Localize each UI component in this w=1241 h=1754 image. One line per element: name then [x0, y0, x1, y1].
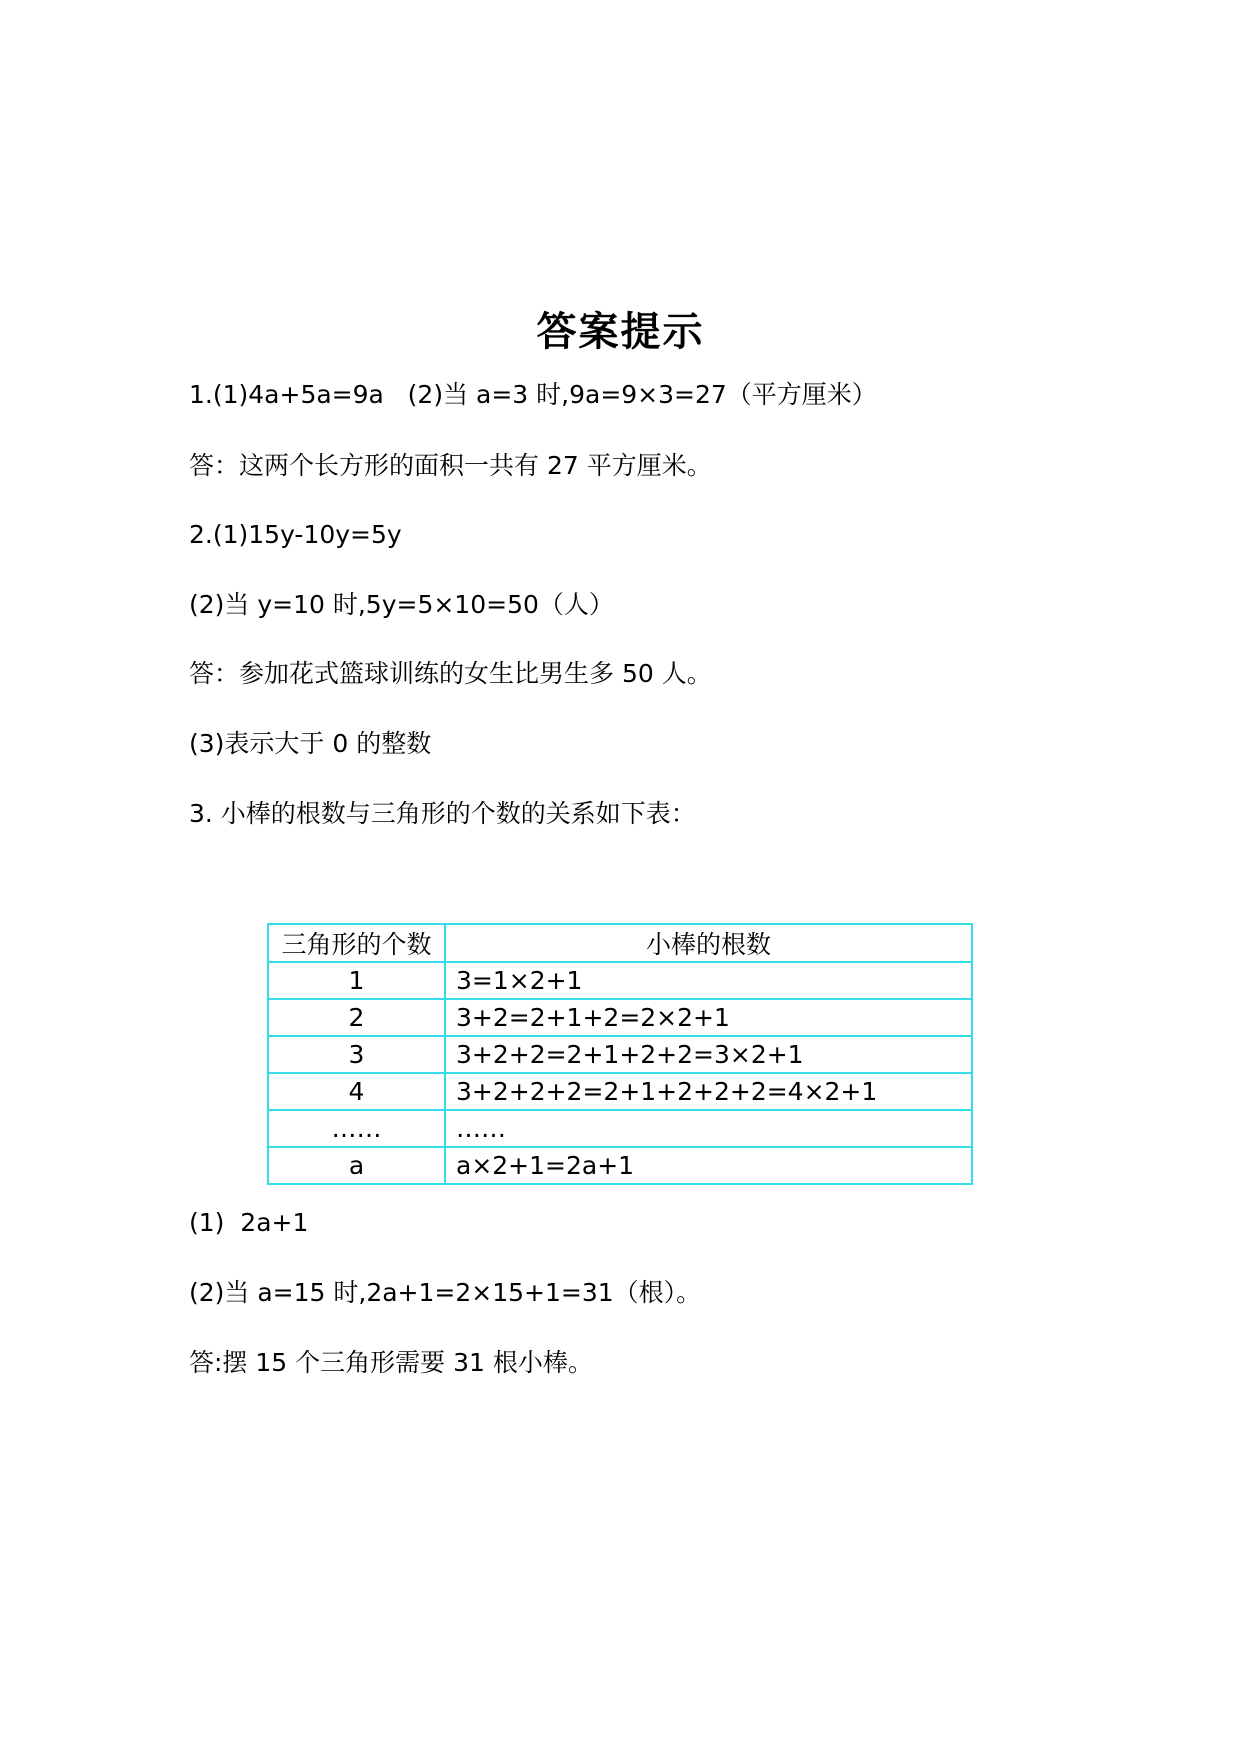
answer-2-conclusion: 答：参加花式篮球训练的女生比男生多 50 人。 — [189, 659, 712, 688]
table-row — [268, 1110, 972, 1147]
answer-2-1-line: 2.(1)15y-10y=5y — [189, 520, 402, 549]
table-header-sticks: 小棒的根数 — [445, 924, 972, 962]
table-cell-count: 4 — [268, 1073, 445, 1110]
answer-3-2-line: (2)当 a=15 时,2a+1=2×15+1=31（根）。 — [189, 1278, 702, 1307]
table-cell-formula: 3+2+2+2=2+1+2+2+2=4×2+1 — [445, 1073, 972, 1110]
table-cell-formula: a×2+1=2a+1 — [445, 1147, 972, 1184]
table-cell-count: 2 — [268, 999, 445, 1036]
table-row — [268, 999, 972, 1036]
answer-1-line: 1.(1)4a+5a=9a (2)当 a=3 时,9a=9×3=27（平方厘米） — [189, 380, 877, 409]
table-cell-formula: 3=1×2+1 — [445, 962, 972, 999]
table-cell-count: …… — [268, 1110, 445, 1147]
table-row — [268, 1036, 972, 1073]
table-cell-count: 3 — [268, 1036, 445, 1073]
table-cell-formula: …… — [445, 1110, 972, 1147]
table-header-row — [268, 924, 972, 962]
table-header-triangles: 三角形的个数 — [268, 924, 445, 962]
answer-3-intro: 3. 小棒的根数与三角形的个数的关系如下表： — [189, 799, 696, 828]
table-cell-count: 1 — [268, 962, 445, 999]
answer-3-1-line: (1) 2a+1 — [189, 1208, 309, 1237]
table-row — [268, 962, 972, 999]
answer-1-conclusion: 答：这两个长方形的面积一共有 27 平方厘米。 — [189, 451, 712, 480]
table-cell-count: a — [268, 1147, 445, 1184]
table-cell-formula: 3+2+2=2+1+2+2=3×2+1 — [445, 1036, 972, 1073]
page-title: 答案提示 — [536, 309, 705, 355]
table-row — [268, 1147, 972, 1184]
answer-3-conclusion: 答:摆 15 个三角形需要 31 根小棒。 — [189, 1348, 593, 1377]
relation-table — [267, 923, 973, 1185]
table-row — [268, 1073, 972, 1110]
answer-2-2-line: (2)当 y=10 时,5y=5×10=50（人） — [189, 590, 614, 619]
table-cell-formula: 3+2=2+1+2=2×2+1 — [445, 999, 972, 1036]
answer-2-3-line: (3)表示大于 0 的整数 — [189, 729, 432, 758]
